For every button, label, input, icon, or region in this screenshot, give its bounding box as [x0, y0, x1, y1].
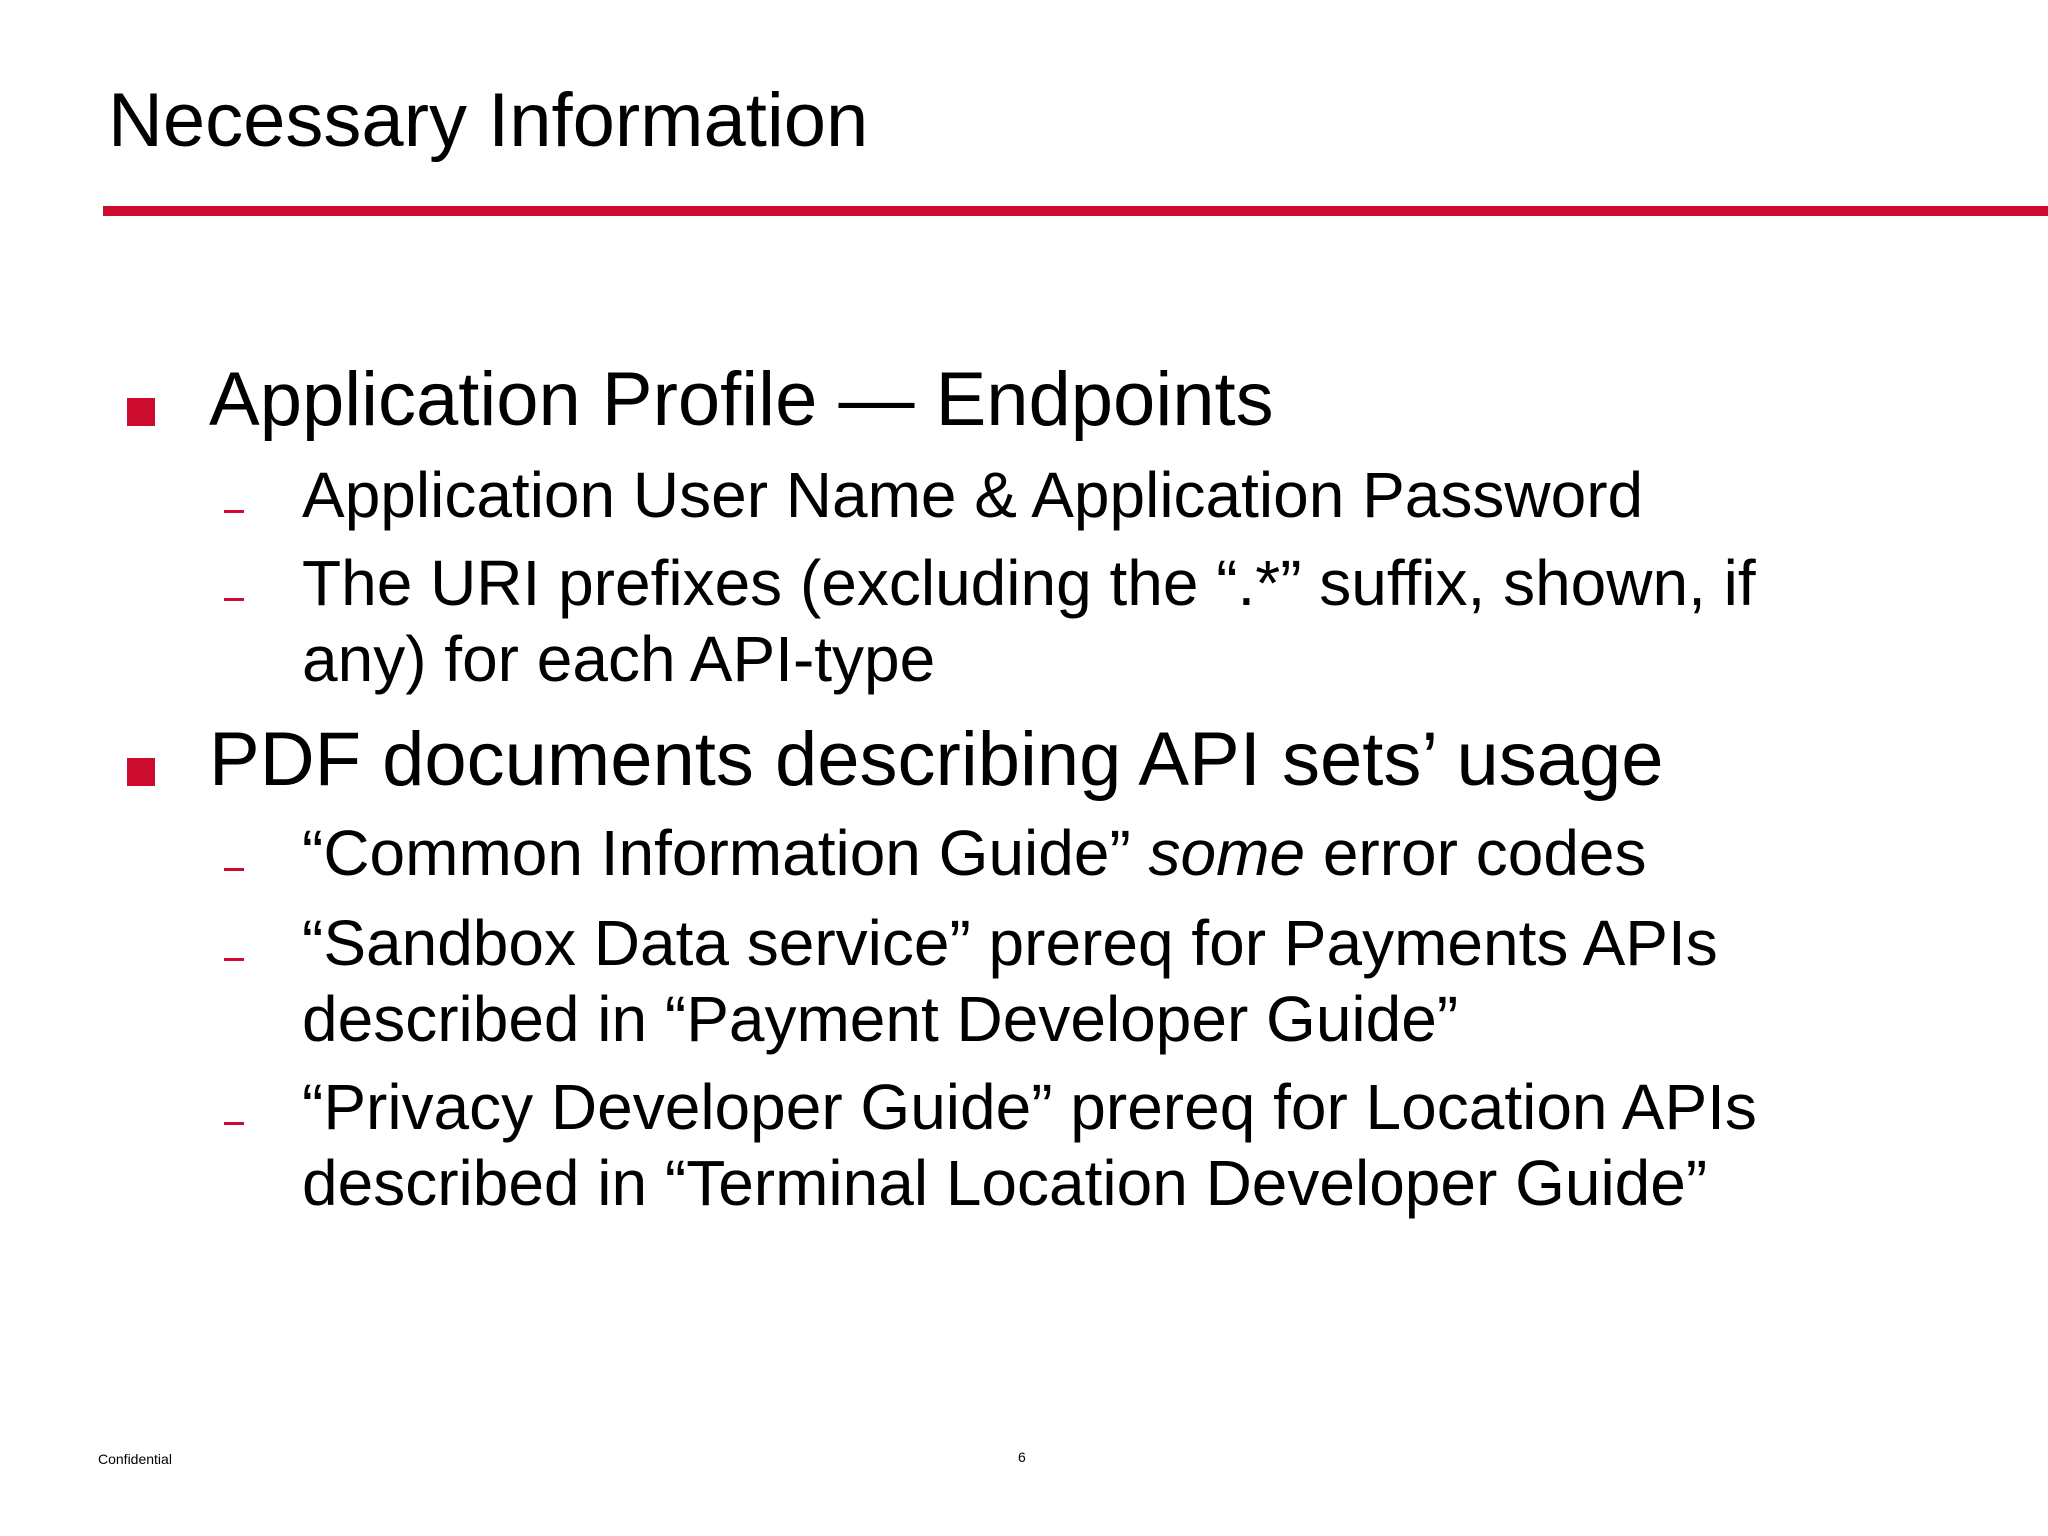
square-bullet-icon	[127, 758, 155, 786]
dash-bullet-icon	[224, 868, 244, 871]
slide-title: Necessary Information	[108, 78, 869, 163]
sub-bullet-line: any) for each API-type	[302, 623, 936, 695]
sub-bullet-line	[302, 816, 1647, 890]
dash-bullet-icon	[224, 958, 244, 961]
bullet-heading: PDF documents describing API sets’ usage	[209, 717, 1664, 802]
sub-bullet-line: Application User Name & Application Password	[302, 459, 1644, 531]
dash-bullet-icon	[224, 598, 244, 601]
sub-bullet-line: “Privacy Developer Guide” prereq for Location APIs	[302, 1071, 1757, 1143]
footer-confidential-label: Confidential	[98, 1451, 172, 1467]
dash-bullet-icon	[224, 510, 244, 513]
square-bullet-icon	[127, 398, 155, 426]
emphasis-text: some	[1148, 817, 1306, 889]
bullet-heading: Application Profile — Endpoints	[209, 357, 1274, 442]
sub-bullet-text: error codes	[1305, 817, 1647, 889]
page-number: 6	[1018, 1449, 1026, 1465]
dash-bullet-icon	[224, 1122, 244, 1125]
sub-bullet-text: “Common Information Guide”	[302, 817, 1149, 889]
sub-bullet-line: “Sandbox Data service” prereq for Payments APIs	[302, 907, 1718, 979]
sub-bullet-line: The URI prefixes (excluding the “.*” suffix, shown, if	[302, 547, 1756, 619]
sub-bullet-line: described in “Payment Developer Guide”	[302, 983, 1459, 1055]
title-divider	[103, 206, 2048, 216]
sub-bullet-line: described in “Terminal Location Developer Guide”	[302, 1147, 1708, 1219]
